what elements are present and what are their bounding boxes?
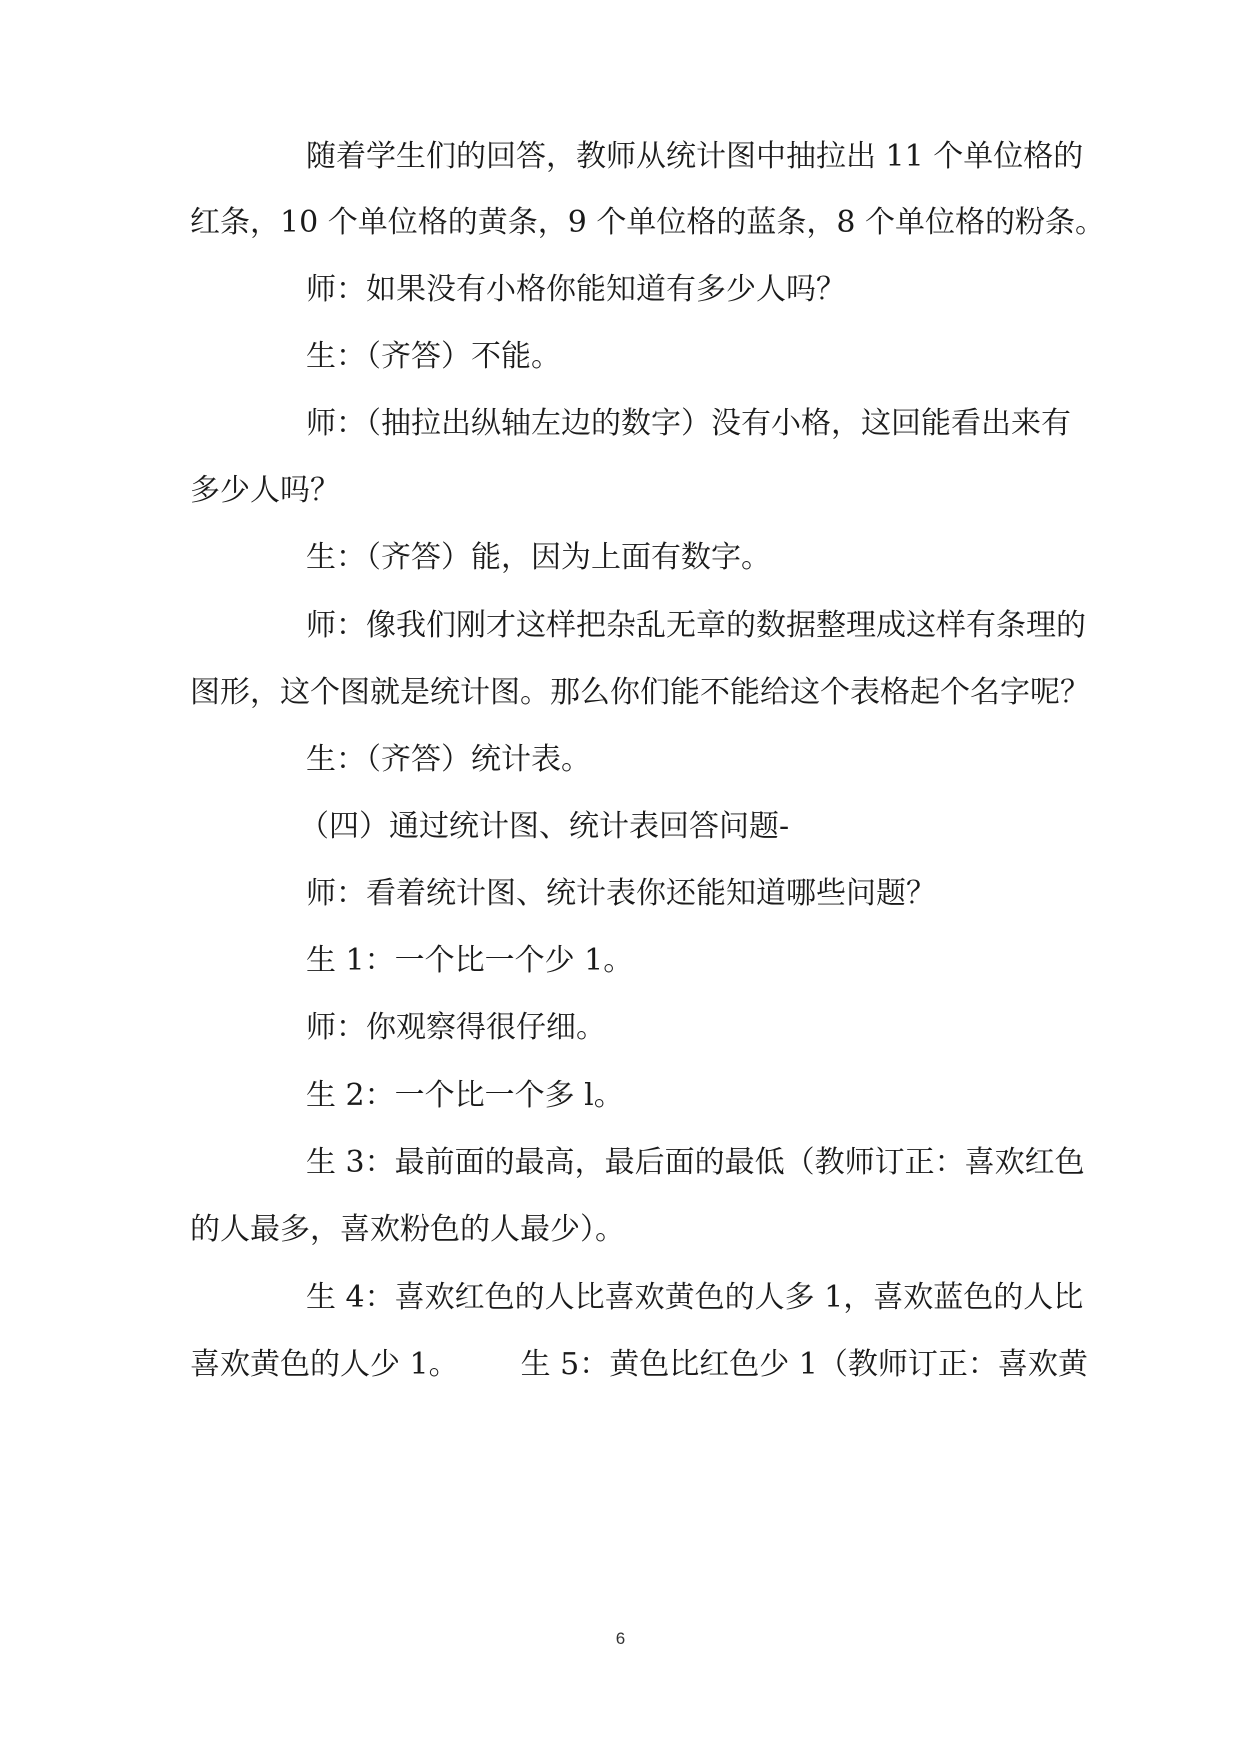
paragraph-line: 生 2：一个比一个多 l。	[306, 1078, 624, 1113]
paragraph-line: 图形，这个图就是统计图。那么你们能不能给这个表格起个名字呢？	[190, 675, 1090, 710]
paragraph-line: 生 4：喜欢红色的人比喜欢黄色的人多 1，喜欢蓝色的人比	[306, 1280, 1084, 1315]
page-number: 6	[615, 1629, 626, 1648]
paragraph-line: 师：你观察得很仔细。	[306, 1010, 606, 1045]
paragraph-line: 的人最多，喜欢粉色的人最少）。	[190, 1212, 625, 1247]
paragraph-line: 师：（抽拉出纵轴左边的数字）没有小格，这回能看出来有	[306, 406, 1071, 441]
paragraph-line: 生：（齐答）不能。	[306, 339, 561, 374]
paragraph-line: 师：像我们刚才这样把杂乱无章的数据整理成这样有条理的	[306, 608, 1086, 643]
paragraph-line: 生：（齐答）统计表。	[306, 742, 591, 777]
paragraph-line: 随着学生们的回答，教师从统计图中抽拉出 11 个单位格的	[306, 139, 1084, 174]
section-heading: （四）通过统计图、统计表回答问题-	[299, 809, 790, 844]
paragraph-line: 生：（齐答）能，因为上面有数字。	[306, 540, 771, 575]
paragraph-line	[0, 1345, 1241, 1385]
paragraph-line: 红条，10 个单位格的黄条，9 个单位格的蓝条，8 个单位格的粉条。	[190, 205, 1105, 240]
paragraph-line: 多少人吗？	[190, 473, 340, 508]
paragraph-segment: 生 5：黄色比红色少 1（教师订正：喜欢黄	[520, 1347, 1088, 1382]
paragraph-line: 师：如果没有小格你能知道有多少人吗？	[306, 272, 846, 307]
paragraph-line: 师：看着统计图、统计表你还能知道哪些问题？	[306, 876, 936, 911]
paragraph-line: 生 1：一个比一个少 1。	[306, 943, 634, 978]
paragraph-line: 生 3：最前面的最高，最后面的最低（教师订正：喜欢红色	[306, 1145, 1085, 1180]
paragraph-segment: 喜欢黄色的人少 1。	[190, 1347, 459, 1382]
